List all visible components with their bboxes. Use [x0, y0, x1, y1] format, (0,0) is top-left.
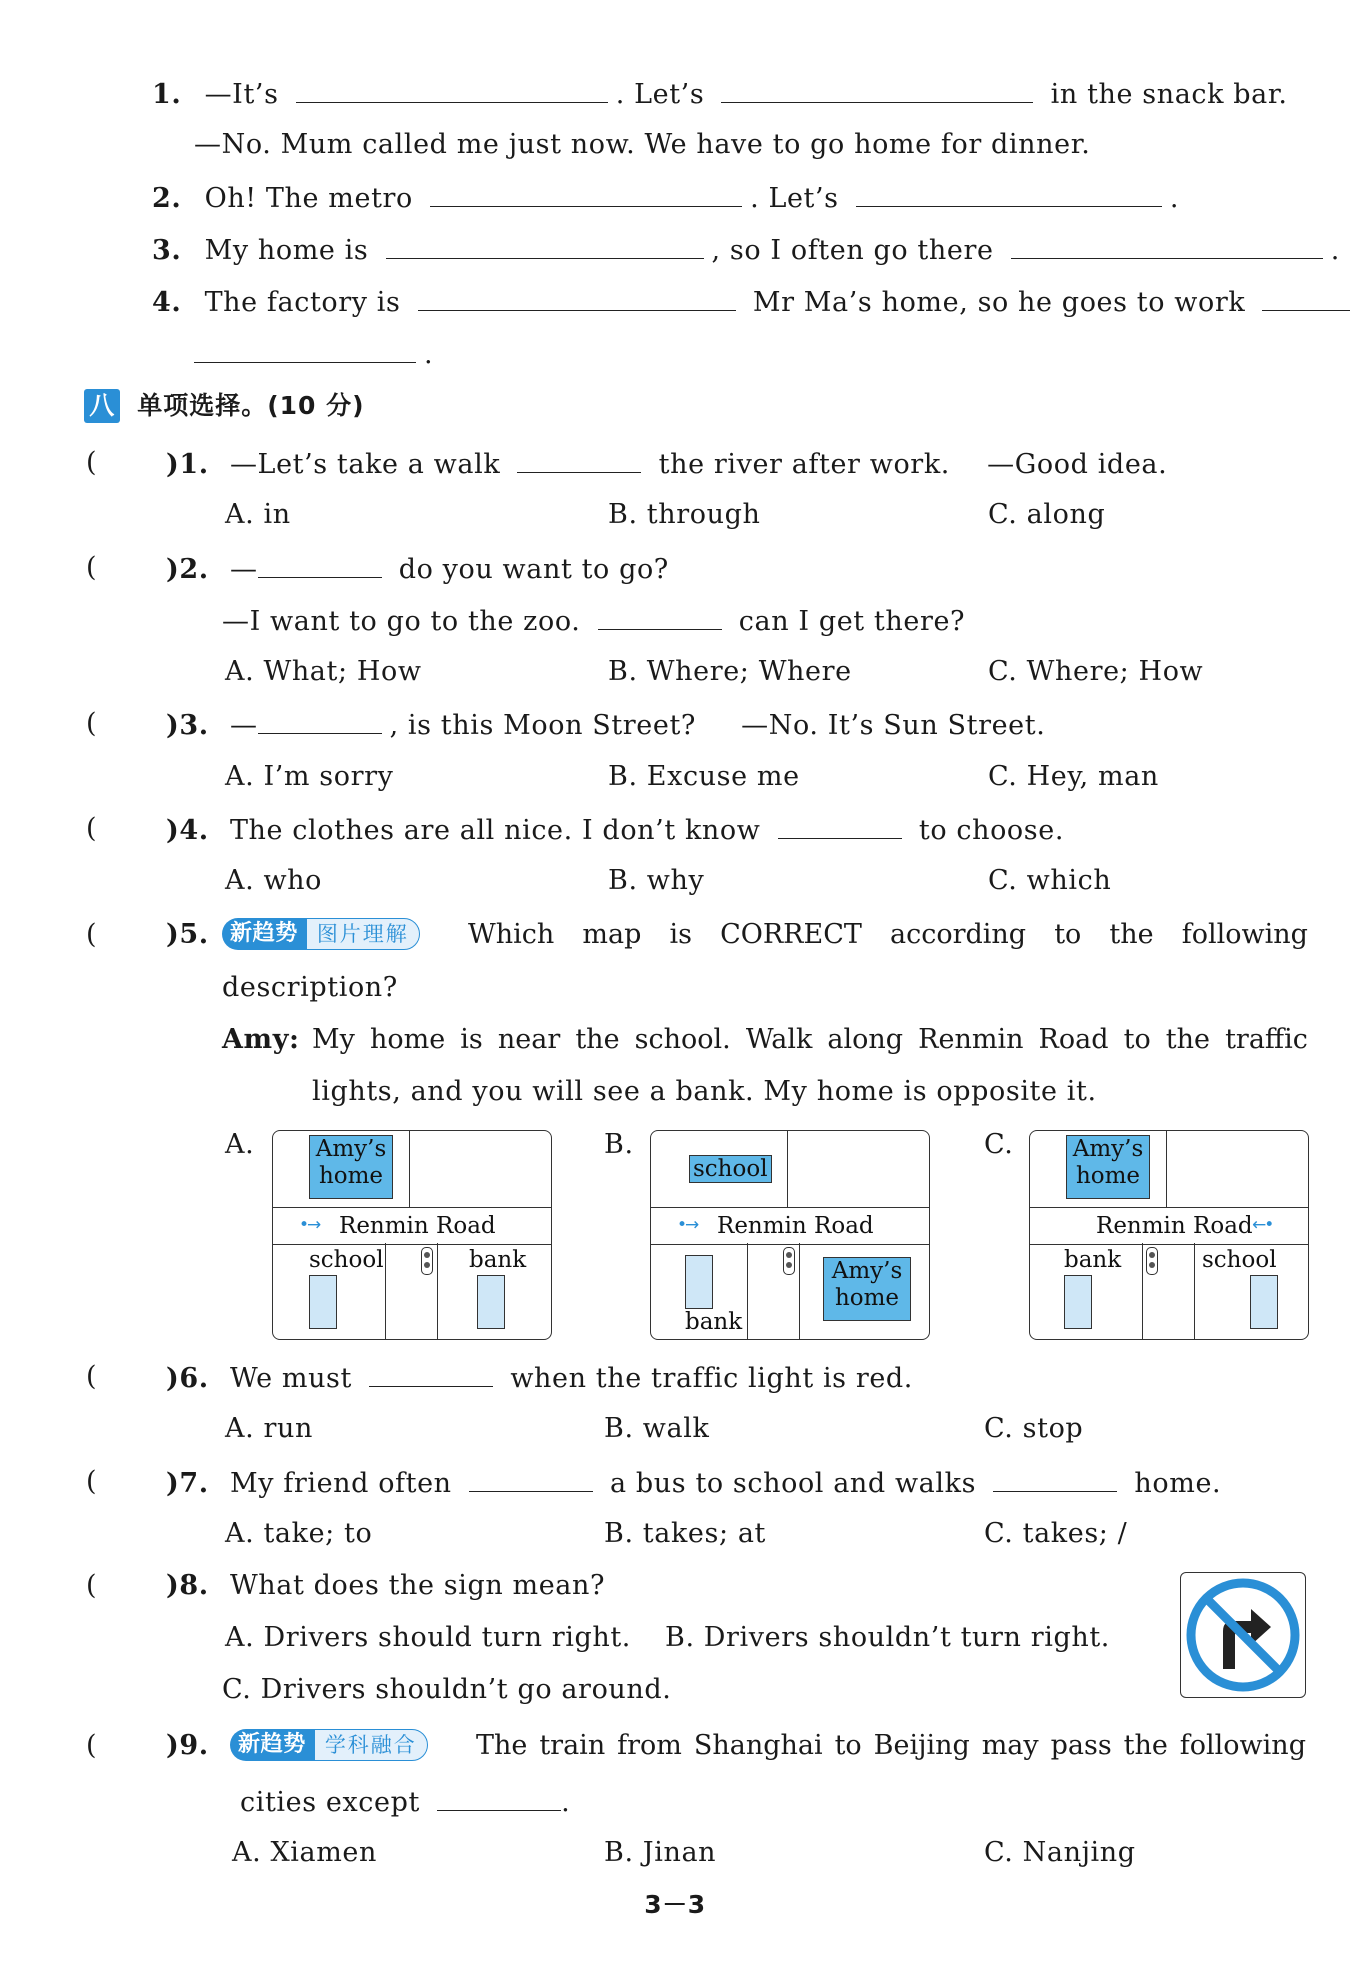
word: Shanghai — [693, 1730, 823, 1761]
option-a[interactable]: A. in — [225, 499, 291, 530]
text: a bus to school and walks — [610, 1468, 977, 1499]
text: My home is — [204, 235, 369, 266]
answer-paren[interactable]: ( — [86, 1466, 97, 1497]
text: cities except — [240, 1787, 420, 1818]
word: to — [1123, 1024, 1151, 1055]
text: . — [1169, 183, 1180, 214]
text: — — [229, 554, 258, 585]
answer-paren[interactable]: ( — [86, 813, 97, 844]
question-number: 2. — [152, 183, 182, 214]
school-building — [309, 1275, 337, 1329]
word: following — [1179, 1730, 1306, 1761]
amys-home — [1066, 1135, 1150, 1199]
street-line — [799, 1243, 800, 1339]
word: The — [476, 1730, 528, 1761]
text: —It’s — [204, 79, 279, 110]
word: My — [312, 1024, 355, 1055]
answer-blank[interactable] — [258, 551, 382, 578]
q8-stem — [166, 1569, 605, 1603]
no-right-turn-sign — [1180, 1572, 1306, 1698]
text: —No. It’s Sun Street. — [741, 710, 1046, 741]
map-label: Amy’s — [831, 1258, 903, 1284]
option-b[interactable]: B. Drivers shouldn’t turn right. — [665, 1622, 1110, 1653]
p7-q4 — [152, 284, 1350, 320]
word: traffic — [1225, 1024, 1308, 1055]
answer-paren[interactable]: ( — [86, 1730, 97, 1761]
option-a[interactable]: A. — [225, 1129, 255, 1160]
text: Mr Ma’s home, so he goes to work — [752, 287, 1246, 318]
school-label: school — [309, 1247, 384, 1273]
q5-description-line2: lights, and you will see a bank. My home is opposite it. — [312, 1076, 1097, 1107]
text: . — [424, 339, 434, 370]
text: We must — [229, 1363, 352, 1394]
option-a[interactable]: A. take; to — [225, 1518, 373, 1549]
word: is — [669, 919, 692, 950]
text: —Let’s take a walk — [229, 449, 501, 480]
answer-paren[interactable]: ( — [86, 447, 97, 478]
text: What does the sign mean? — [229, 1570, 606, 1601]
text: in the snack bar. — [1050, 79, 1288, 110]
answer-paren[interactable]: ( — [86, 552, 97, 583]
q5-tag — [222, 916, 428, 950]
answer-blank[interactable] — [437, 1784, 561, 1811]
trend-tag-topic: 图片理解 — [306, 918, 420, 950]
trend-tag — [230, 1729, 428, 1761]
bank-building — [477, 1275, 505, 1329]
bank-building — [685, 1255, 713, 1309]
q9-tag — [230, 1727, 436, 1761]
option-a[interactable]: A. Xiamen — [232, 1837, 377, 1868]
answer-paren[interactable]: ( — [86, 1570, 97, 1601]
question-number: )3. — [166, 710, 209, 741]
page-number: 3－3 — [644, 1890, 706, 1919]
answer-blank[interactable] — [993, 1465, 1117, 1492]
text: to choose. — [918, 815, 1065, 846]
option-c[interactable]: C. Where; How — [988, 656, 1204, 687]
amys-home — [309, 1135, 393, 1199]
option-a[interactable]: A. What; How — [225, 656, 422, 687]
word: the — [1109, 919, 1154, 950]
word: pass — [1050, 1730, 1112, 1761]
q9-number — [166, 1729, 209, 1763]
question-number: )8. — [166, 1570, 209, 1601]
q7-stem — [166, 1465, 1221, 1501]
school-label: school — [1202, 1247, 1277, 1273]
section-header — [84, 389, 365, 423]
trend-tag-topic: 学科融合 — [314, 1729, 428, 1761]
answer-paren[interactable]: ( — [86, 1361, 97, 1392]
street-line — [385, 1243, 386, 1339]
word: the — [1123, 1730, 1168, 1761]
text: the river after work. — [658, 449, 950, 480]
text: —Good idea. — [987, 449, 1168, 480]
map-label: Amy’s — [1072, 1136, 1144, 1162]
answer-blank[interactable] — [469, 1465, 593, 1492]
street-line — [1142, 1243, 1143, 1339]
bank-label: bank — [685, 1309, 743, 1335]
word: the — [575, 1024, 620, 1055]
text: . Let’s — [615, 79, 705, 110]
answer-blank[interactable] — [721, 76, 1033, 103]
map-label: Amy’s — [315, 1136, 387, 1162]
street-line — [409, 1131, 410, 1207]
word: may — [981, 1730, 1039, 1761]
p7-q4-line2 — [194, 336, 433, 372]
street-line — [747, 1243, 748, 1339]
street-line — [1194, 1243, 1195, 1339]
option-c[interactable]: C. Hey, man — [988, 761, 1159, 792]
direction-arrow-icon: ←• — [1252, 1215, 1273, 1235]
q5-number — [166, 918, 209, 952]
question-number: )2. — [166, 554, 209, 585]
answer-blank[interactable] — [296, 76, 608, 103]
q6-stem — [166, 1360, 913, 1396]
traffic-light-icon — [421, 1247, 433, 1275]
text: can I get there? — [738, 606, 966, 637]
question-number: )9. — [166, 1730, 209, 1761]
text: — — [229, 710, 258, 741]
traffic-light-icon — [783, 1247, 795, 1275]
text: My friend often — [229, 1468, 452, 1499]
q4-stem — [166, 812, 1064, 848]
word: home — [369, 1024, 446, 1055]
bank-label: bank — [469, 1247, 527, 1273]
answer-blank[interactable] — [1262, 284, 1350, 311]
option-a[interactable]: A. run — [225, 1413, 313, 1444]
direction-arrow-icon: •→ — [677, 1215, 698, 1235]
no-right-turn-icon — [1181, 1573, 1305, 1697]
trend-tag — [222, 918, 420, 950]
p7-q1-line2: —No. Mum called me just now. We have to go home for dinner. — [194, 129, 1091, 160]
text: —I want to go to the zoo. — [222, 606, 581, 637]
p7-q1-line1 — [152, 76, 1288, 112]
road-label: Renmin Road — [339, 1213, 496, 1239]
word: Beijing — [873, 1730, 970, 1761]
option-c[interactable]: C. stop — [984, 1413, 1084, 1444]
section-title: 单项选择。(10 分) — [137, 391, 365, 420]
q5-stem-line2: description? — [222, 972, 398, 1003]
map-label: home — [834, 1285, 900, 1311]
option-c[interactable]: C. takes; / — [984, 1518, 1128, 1549]
street-line — [787, 1131, 788, 1207]
word: CORRECT — [720, 919, 862, 950]
text: The clothes are all nice. I don’t know — [229, 815, 761, 846]
section-badge: 八 — [84, 389, 120, 423]
answer-blank[interactable] — [418, 284, 736, 311]
word: is — [460, 1024, 483, 1055]
q2-line2 — [222, 603, 965, 639]
question-number: )1. — [166, 449, 209, 480]
bank-building — [1064, 1275, 1092, 1329]
amys-home — [823, 1257, 911, 1321]
map-a[interactable] — [272, 1130, 552, 1340]
q5-stem-line1 — [468, 918, 1308, 952]
option-c[interactable]: C. which — [988, 865, 1112, 896]
question-number: )7. — [166, 1468, 209, 1499]
option-b[interactable]: B. through — [608, 499, 761, 530]
answer-paren[interactable]: ( — [86, 708, 97, 739]
word: school. — [634, 1024, 731, 1055]
answer-blank[interactable] — [598, 603, 722, 630]
option-b[interactable]: B. Excuse me — [608, 761, 800, 792]
answer-blank[interactable] — [430, 180, 742, 207]
trend-tag-label: 新趋势 — [230, 1729, 314, 1761]
p7-q3 — [152, 232, 1340, 268]
text: . — [561, 1787, 571, 1818]
answer-blank[interactable] — [1011, 232, 1323, 259]
q3-stem — [166, 707, 1045, 743]
question-number: )5. — [166, 919, 209, 950]
street-line — [1166, 1131, 1167, 1207]
word: map — [582, 919, 642, 950]
question-number: 4. — [152, 287, 182, 318]
answer-blank[interactable] — [194, 336, 416, 363]
word: Which — [468, 919, 555, 950]
word: from — [617, 1730, 682, 1761]
option-c[interactable]: C. Drivers shouldn’t go around. — [222, 1674, 672, 1705]
option-a[interactable]: A. who — [225, 865, 323, 896]
option-b[interactable]: B. — [604, 1129, 634, 1160]
word: to — [834, 1730, 862, 1761]
question-number: )4. — [166, 815, 209, 846]
answer-blank[interactable] — [856, 180, 1162, 207]
direction-arrow-icon: •→ — [299, 1215, 320, 1235]
map-b[interactable] — [650, 1130, 930, 1340]
word: train — [539, 1730, 606, 1761]
answer-paren[interactable]: ( — [86, 919, 97, 950]
word: Renmin — [918, 1024, 1024, 1055]
text: . — [1330, 235, 1340, 266]
q1-stem — [166, 446, 1167, 482]
school-building: school — [689, 1155, 772, 1183]
q9-stem-line2 — [240, 1784, 570, 1820]
text: . Let’s — [750, 183, 839, 214]
q9-stem-line1 — [476, 1729, 1306, 1763]
map-label: home — [318, 1163, 384, 1189]
q5-description-line1 — [312, 1023, 1308, 1057]
school-building — [1250, 1275, 1278, 1329]
bank-label: bank — [1064, 1247, 1122, 1273]
option-a[interactable]: A. I’m sorry — [225, 761, 394, 792]
road-label: Renmin Road — [1096, 1213, 1253, 1239]
text: , so I often go there — [711, 235, 994, 266]
option-b[interactable]: B. why — [608, 865, 705, 896]
text: The factory is — [204, 287, 401, 318]
word: following — [1181, 919, 1308, 950]
answer-blank[interactable] — [778, 812, 902, 839]
answer-blank[interactable] — [517, 446, 641, 473]
option-c[interactable]: C. — [984, 1129, 1014, 1160]
text: when the traffic light is red. — [510, 1363, 913, 1394]
word: Road — [1038, 1024, 1109, 1055]
question-number: )6. — [166, 1363, 209, 1394]
road-label: Renmin Road — [717, 1213, 874, 1239]
option-b[interactable]: B. Jinan — [604, 1837, 717, 1868]
q2-stem — [166, 551, 669, 587]
answer-blank[interactable] — [369, 1360, 493, 1387]
speaker-label: Amy: — [222, 1024, 300, 1055]
option-b[interactable]: B. walk — [604, 1413, 710, 1444]
question-number: 3. — [152, 235, 182, 266]
traffic-light-icon — [1146, 1247, 1158, 1275]
word: the — [1165, 1024, 1210, 1055]
p7-q2 — [152, 180, 1179, 216]
option-c[interactable]: C. Nanjing — [984, 1837, 1136, 1868]
text: do you want to go? — [398, 554, 669, 585]
text: , is this Moon Street? — [389, 710, 696, 741]
trend-tag-label: 新趋势 — [222, 918, 306, 950]
map-label: home — [1075, 1163, 1141, 1189]
word: near — [497, 1024, 561, 1055]
option-b[interactable]: B. Where; Where — [608, 656, 852, 687]
word: Walk — [745, 1024, 813, 1055]
question-number: 1. — [152, 79, 182, 110]
word: to — [1054, 919, 1082, 950]
answer-blank[interactable] — [386, 232, 704, 259]
option-a[interactable]: A. Drivers should turn right. — [225, 1622, 631, 1653]
street-line — [437, 1243, 438, 1339]
text: home. — [1134, 1468, 1222, 1499]
option-c[interactable]: C. along — [988, 499, 1106, 530]
word: according — [890, 919, 1027, 950]
answer-blank[interactable] — [258, 707, 382, 734]
text: Oh! The metro — [204, 183, 413, 214]
map-c[interactable] — [1029, 1130, 1309, 1340]
option-b[interactable]: B. takes; at — [604, 1518, 766, 1549]
word: along — [827, 1024, 904, 1055]
